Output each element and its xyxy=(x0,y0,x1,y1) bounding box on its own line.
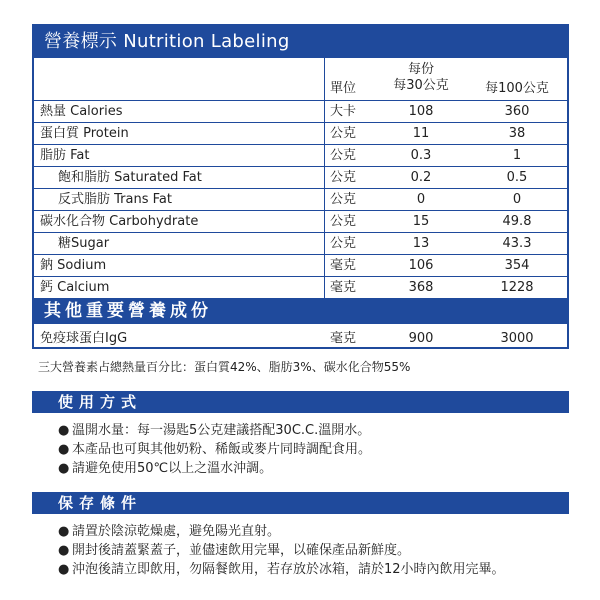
nutrition-row xyxy=(34,188,567,210)
nutrient-unit: 毫克 xyxy=(330,258,357,273)
nutrient-name: 反式脂肪 Trans Fat xyxy=(58,192,172,207)
nutrient-per-serving: 0.2 xyxy=(410,170,432,185)
column-divider xyxy=(324,58,325,318)
nutrition-table xyxy=(32,24,569,349)
bullet-item xyxy=(58,421,569,440)
nutrient-per-100g: 360 xyxy=(504,104,530,119)
bullet-item xyxy=(58,541,569,560)
storage-section xyxy=(32,492,569,579)
nutrient-unit: 毫克 xyxy=(330,280,357,295)
bullet-text: 沖泡後請立即飲用，勿隔餐飲用，若存放於冰箱，請於12小時內飲用完畢。 xyxy=(72,562,505,577)
nutrition-row xyxy=(34,276,567,298)
per-serving-column-header xyxy=(386,62,456,94)
per-serving-header-line2: 每30公克 xyxy=(393,78,449,93)
bullet-dot-icon: ● xyxy=(58,524,70,539)
nutrient-name: 鈉 Sodium xyxy=(40,258,107,273)
nutrient-per-100g: 1228 xyxy=(500,280,534,295)
other-nutrient-row xyxy=(34,324,567,355)
bullet-dot-icon: ● xyxy=(58,543,70,558)
nutrient-unit: 公克 xyxy=(330,148,357,163)
bullet-dot-icon: ● xyxy=(58,562,70,577)
nutrient-name: 碳水化合物 Carbohydrate xyxy=(40,214,199,229)
nutrient-per-serving: 0.3 xyxy=(410,148,432,163)
unit-column-header: 單位 xyxy=(330,81,357,96)
usage-section xyxy=(32,391,569,478)
other-nutrients-title: 其他重要營養成份 xyxy=(34,298,567,324)
bullet-text: 溫開水量：每一湯匙5公克建議搭配30C.C.溫開水。 xyxy=(72,423,371,438)
nutrient-unit: 大卡 xyxy=(330,104,357,119)
per-100g-column-header: 每100公克 xyxy=(485,81,549,96)
nutrient-per-100g: 38 xyxy=(508,126,526,141)
bullet-item xyxy=(58,440,569,459)
nutrient-per-serving: 108 xyxy=(408,104,434,119)
bullet-dot-icon: ● xyxy=(58,461,70,476)
bullet-text: 請避免使用50℃以上之溫水沖調。 xyxy=(72,461,273,476)
nutrition-row xyxy=(34,144,567,166)
nutrition-row xyxy=(34,254,567,276)
usage-title: 使用方式 xyxy=(32,391,569,413)
nutrient-per-100g: 49.8 xyxy=(502,214,532,229)
nutrient-per-serving: 13 xyxy=(412,236,430,251)
nutrition-title: 營養標示 Nutrition Labeling xyxy=(34,26,567,58)
usage-list xyxy=(32,421,569,478)
nutrient-per-100g: 0.5 xyxy=(506,170,528,185)
nutrient-unit: 公克 xyxy=(330,170,357,185)
nutrient-unit: 公克 xyxy=(330,126,357,141)
nutrient-per-serving: 368 xyxy=(408,280,434,295)
storage-list xyxy=(32,522,569,579)
bullet-item xyxy=(58,560,569,579)
nutrient-name: 鈣 Calcium xyxy=(40,280,110,295)
nutrient-name: 免疫球蛋白IgG xyxy=(40,331,128,346)
nutrition-row xyxy=(34,100,567,122)
nutrient-name: 糖Sugar xyxy=(58,236,110,251)
nutrient-unit: 公克 xyxy=(330,214,357,229)
other-nutrient-rows xyxy=(34,324,567,355)
energy-ratio-text: 三大營養素占總熱量百分比：蛋白質42%、脂肪3%、碳水化合物55% xyxy=(38,360,411,374)
nutrition-row xyxy=(34,122,567,144)
per-serving-header-line1: 每份 xyxy=(407,62,434,77)
nutrient-per-serving: 106 xyxy=(408,258,434,273)
nutrient-name: 蛋白質 Protein xyxy=(40,126,129,141)
nutrition-rows xyxy=(34,100,567,298)
nutrient-per-100g: 354 xyxy=(504,258,530,273)
nutrition-row xyxy=(34,166,567,188)
nutrition-row xyxy=(34,232,567,254)
nutrition-row xyxy=(34,210,567,232)
nutrient-per-100g: 3000 xyxy=(500,331,534,346)
nutrient-per-100g: 0 xyxy=(512,192,522,207)
bullet-item xyxy=(58,459,569,478)
column-header-row xyxy=(34,58,567,100)
bullet-text: 開封後請蓋緊蓋子，並儘速飲用完畢，以確保產品新鮮度。 xyxy=(72,543,411,558)
bullet-dot-icon: ● xyxy=(58,442,70,457)
bullet-text: 請置於陰涼乾燥處，避免陽光直射。 xyxy=(72,524,281,539)
bullet-dot-icon: ● xyxy=(58,423,70,438)
nutrient-per-100g: 1 xyxy=(512,148,522,163)
nutrient-name: 飽和脂肪 Saturated Fat xyxy=(58,170,202,185)
nutrient-per-serving: 0 xyxy=(416,192,426,207)
bullet-text: 本產品也可與其他奶粉、稀飯或麥片同時調配食用。 xyxy=(72,442,372,457)
nutrient-per-serving: 11 xyxy=(412,126,430,141)
nutrient-per-serving: 15 xyxy=(412,214,430,229)
nutrient-unit: 公克 xyxy=(330,236,357,251)
nutrient-per-serving: 900 xyxy=(408,331,434,346)
nutrient-unit: 毫克 xyxy=(330,331,357,346)
storage-title: 保存條件 xyxy=(32,492,569,514)
nutrient-name: 脂肪 Fat xyxy=(40,148,90,163)
bullet-item xyxy=(58,522,569,541)
nutrient-name: 熱量 Calories xyxy=(40,104,123,119)
nutrient-per-100g: 43.3 xyxy=(502,236,532,251)
nutrient-unit: 公克 xyxy=(330,192,357,207)
